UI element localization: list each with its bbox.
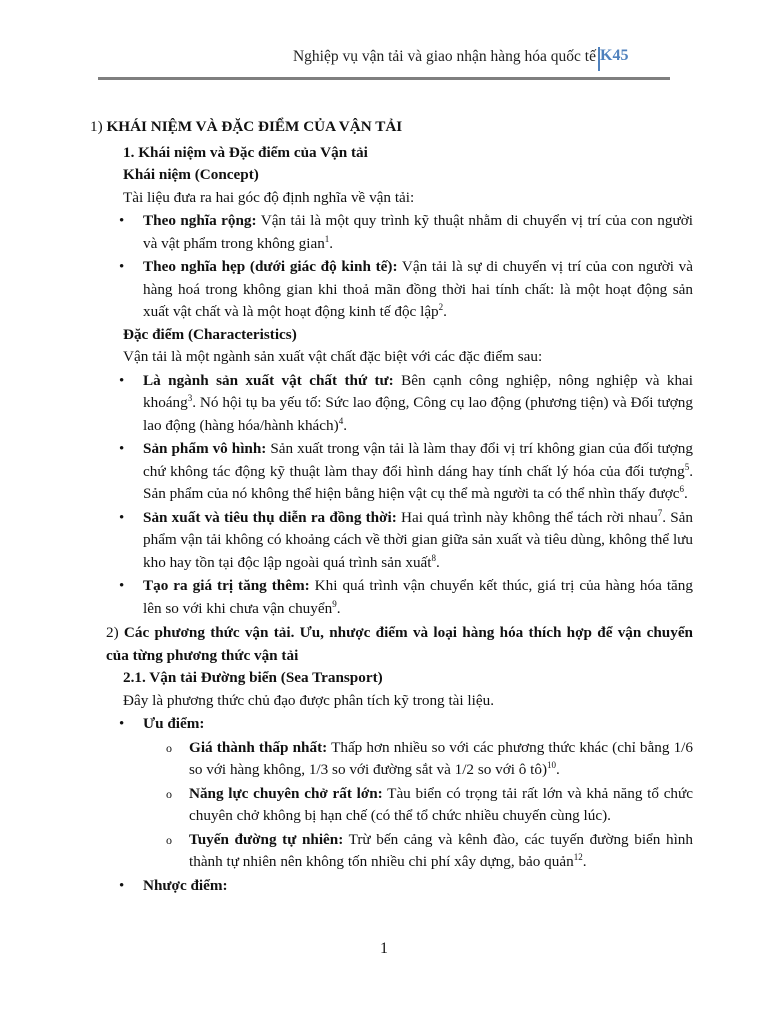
list-item: • Là ngành sản xuất vật chất thứ tư: Bên cạnh công nghiệp, nông nghiệp và khai khoáng$^3$. Nó hội tụ ba yếu tố: Sức lao động, Công cụ lao động (phương tiện) và Đối tượng lao động (hàng hóa/hành khách)$^4$. bbox=[0, 370, 768, 438]
advantages-list bbox=[0, 713, 768, 897]
header-title: Nghiệp vụ vận tải và giao nhận hàng hóa quốc tế bbox=[292, 48, 596, 65]
document-body bbox=[0, 116, 768, 897]
list-item: o Năng lực chuyên chở rất lớn: Tàu biển có trọng tải rất lớn và khả năng tổ chức chuyên chở không bị hạn chế (có thể tổ chức nhiều chuyến cùng lúc). bbox=[0, 783, 768, 828]
section2-subheading: 2.1. Vận tải Đường biển (Sea Transport) bbox=[123, 669, 383, 686]
characteristics-heading: Đặc điểm (Characteristics) bbox=[123, 325, 297, 343]
list-item: o Giá thành thấp nhất: Thấp hơn nhiều so với các phương thức khác (chỉ bằng 1/6 so với hàng không, 1/3 so với đường sắt và 1/2 so với ô tô)$^{10}$. bbox=[0, 737, 768, 782]
section2-intro: Đây là phương thức chủ đạo được phân tích kỹ trong tài liệu. bbox=[123, 691, 494, 709]
list-item: • Tạo ra giá trị tăng thêm: Khi quá trình vận chuyển kết thúc, giá trị của hàng hóa tăng lên so với khi chưa vận chuyển$^9$. bbox=[0, 575, 768, 620]
page-number: 1 bbox=[380, 940, 388, 957]
list-item: • Theo nghĩa rộng: Vận tải là một quy trình kỹ thuật nhằm di chuyển vị trí của con người và vật phẩm trong không gian$^1$. bbox=[0, 210, 768, 255]
list-item: • Sản xuất và tiêu thụ diễn ra đồng thời: Hai quá trình này không thể tách rời nhau$^7$. Sản phẩm vận tải không có khoảng cách về thời gian giữa sản xuất và tiêu dùng, không thể lưu kho hay tồn tại độc lập ngoài quá trình sản xuất$^8$. bbox=[0, 507, 768, 575]
section2-title: Các phương thức vận tải. Ưu, nhược điểm và loại hàng hóa thích hợp để vận chuyển của từng phương thức vận tải bbox=[106, 624, 694, 664]
header-code: K45 bbox=[600, 47, 629, 64]
page-header bbox=[98, 44, 670, 80]
list-item: • Sản phẩm vô hình: Sản xuất trong vận tải là làm thay đổi vị trí không gian của đối tượng chứ không tác động kỹ thuật làm thay đổi hình dáng hay tính chất lý hóa của đối tượng$^5$. Sản phẩm của nó không thể hiện bằng hiện vật cụ thể mà người ta có thể nhìn thấy được$^6$. bbox=[0, 438, 768, 506]
section1-heading: 1) KHÁI NIỆM VÀ ĐẶC ĐIỂM CỦA VẬN TẢI bbox=[90, 118, 403, 135]
section2-heading: 2) Các phương thức vận tải. Ưu, nhược điểm và loại hàng hóa thích hợp để vận chuyển của từng phương thức vận tải bbox=[106, 624, 694, 664]
advantages-sublist bbox=[0, 737, 768, 874]
characteristics-intro: Vận tải là một ngành sản xuất vật chất đặc biệt với các đặc điểm sau: bbox=[123, 348, 543, 365]
concept-heading: Khái niệm (Concept) bbox=[123, 166, 259, 183]
concept-intro: Tài liệu đưa ra hai góc độ định nghĩa về vận tải: bbox=[123, 188, 415, 206]
section1-title: KHÁI NIỆM VÀ ĐẶC ĐIỂM CỦA VẬN TẢI bbox=[106, 118, 403, 135]
list-item: • Theo nghĩa hẹp (dưới giác độ kinh tế): Vận tải là sự di chuyển vị trí của con người và hàng hoá trong không gian khi thoả mãn đồng thời hai tính chất: là một hoạt động sản xuất vật chất và là một hoạt động kinh tế độc lập$^2$. bbox=[0, 256, 768, 324]
concept-list bbox=[0, 210, 768, 324]
characteristics-list bbox=[0, 370, 768, 621]
advantages-label: • Ưu điểm: o Giá thành thấp nhất: Thấp hơn nhiều so với các phương thức khác (chỉ bằng 1/6 so với hàng không, 1/3 so với đường sắt và 1/2 so với ô tô)$^{10}$. o Năng lực chuyên chở rất lớn: Tàu biển có trọng tải rất lớn và khả năng tổ chức chuyên chở không bị hạn chế (có thể tổ chức nhiều chuyến cùng lúc). o Tuyến đường tự nhiên: Trừ bến cảng và kênh đào, các tuyến đường biển hình thành tự nhiên nên không tốn nhiều chi phí xây dựng, bảo quản$^{12}$. bbox=[0, 713, 768, 874]
list-item: o Tuyến đường tự nhiên: Trừ bến cảng và kênh đào, các tuyến đường biển hình thành tự nhiên nên không tốn nhiều chi phí xây dựng, bảo quản$^{12}$. bbox=[0, 829, 768, 874]
section1-subheading: 1. Khái niệm và Đặc điểm của Vận tải bbox=[123, 143, 368, 161]
disadvantages-label: • Nhược điểm: bbox=[0, 875, 768, 898]
